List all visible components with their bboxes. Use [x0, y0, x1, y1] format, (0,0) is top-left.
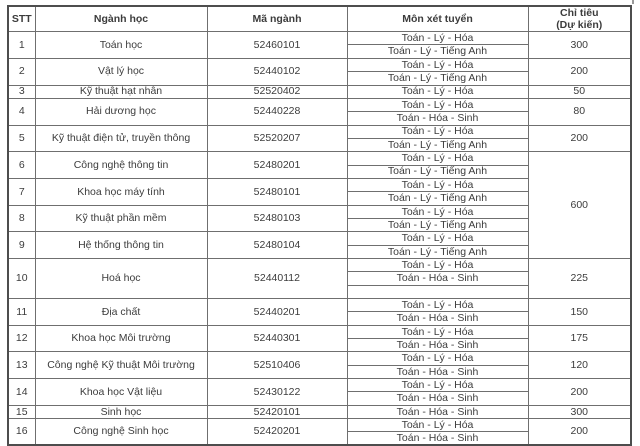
table-row	[8, 32, 631, 45]
table-row	[8, 352, 631, 365]
subjects-cell: Toán - Lý - Tiếng Anh	[347, 138, 528, 151]
code-cell: 52440301	[207, 325, 347, 352]
subjects-cell: Toán - Hóa - Sinh	[347, 405, 528, 418]
stt-cell: 2	[8, 58, 35, 85]
major-cell: Kỹ thuật điện tử, truyền thông	[35, 125, 207, 152]
major-cell: Khoa học Môi trường	[35, 325, 207, 352]
col-header-code: Mã ngành	[207, 6, 347, 32]
subjects-cell: Toán - Lý - Tiếng Anh	[347, 45, 528, 58]
subjects-cell: Toán - Lý - Tiếng Anh	[347, 72, 528, 85]
subjects-cell: Toán - Lý - Tiếng Anh	[347, 192, 528, 205]
stt-cell: 15	[8, 405, 35, 418]
code-cell: 52520207	[207, 125, 347, 152]
subjects-cell: Toán - Hóa - Sinh	[347, 112, 528, 125]
stt-cell: 11	[8, 299, 35, 326]
subjects-cell: Toán - Lý - Tiếng Anh	[347, 245, 528, 258]
stt-cell: 5	[8, 125, 35, 152]
code-cell: 52440112	[207, 258, 347, 298]
code-cell: 52480103	[207, 205, 347, 232]
subjects-cell: Toán - Lý - Hóa	[347, 125, 528, 138]
subjects-cell: Toán - Hóa - Sinh	[347, 432, 528, 445]
subjects-cell: Toán - Lý - Hóa	[347, 419, 528, 432]
table-row	[8, 98, 631, 111]
quota-cell: 175	[528, 325, 631, 352]
major-cell: Công nghệ thông tin	[35, 152, 207, 179]
subjects-cell: Toán - Lý - Hóa	[347, 58, 528, 71]
quota-cell: 80	[528, 98, 631, 125]
col-header-major: Ngành học	[35, 6, 207, 32]
quota-cell: 300	[528, 405, 631, 418]
table-row	[8, 419, 631, 432]
subjects-cell: Toán - Lý - Hóa	[347, 352, 528, 365]
admissions-table	[7, 5, 632, 446]
major-cell: Khoa học Vật liệu	[35, 379, 207, 406]
page-edge-artifact	[632, 0, 634, 4]
subjects-cell	[347, 285, 528, 298]
major-cell: Hoá học	[35, 258, 207, 298]
subjects-cell: Toán - Lý - Hóa	[347, 258, 528, 271]
subjects-cell: Toán - Hóa - Sinh	[347, 312, 528, 325]
code-cell: 52440228	[207, 98, 347, 125]
stt-cell: 13	[8, 352, 35, 379]
major-cell: Khoa học máy tính	[35, 178, 207, 205]
code-cell: 52440102	[207, 58, 347, 85]
quota-cell: 200	[528, 58, 631, 85]
stt-cell: 1	[8, 32, 35, 59]
stt-cell: 9	[8, 232, 35, 259]
stt-cell: 10	[8, 258, 35, 298]
stt-cell: 12	[8, 325, 35, 352]
code-cell: 52420201	[207, 419, 347, 446]
major-cell: Công nghệ Sinh học	[35, 419, 207, 446]
subjects-cell: Toán - Lý - Tiếng Anh	[347, 165, 528, 178]
major-cell: Hệ thống thông tin	[35, 232, 207, 259]
subjects-cell: Toán - Lý - Hóa	[347, 98, 528, 111]
table-row	[8, 85, 631, 98]
stt-cell: 14	[8, 379, 35, 406]
code-cell: 52520402	[207, 85, 347, 98]
col-header-quota-line2: (Dự kiến)	[556, 19, 603, 32]
table-row	[8, 152, 631, 165]
major-cell: Địa chất	[35, 299, 207, 326]
major-cell: Kỹ thuật hạt nhân	[35, 85, 207, 98]
major-cell: Hải dương học	[35, 98, 207, 125]
table-row	[8, 405, 631, 418]
subjects-cell: Toán - Hóa - Sinh	[347, 365, 528, 378]
major-cell: Kỹ thuật phần mềm	[35, 205, 207, 232]
subjects-cell: Toán - Lý - Hóa	[347, 205, 528, 218]
table-header	[8, 6, 631, 32]
quota-cell: 600	[528, 152, 631, 259]
table-row	[8, 258, 631, 271]
subjects-cell: Toán - Hóa - Sinh	[347, 272, 528, 285]
table-row	[8, 58, 631, 71]
subjects-cell: Toán - Lý - Hóa	[347, 85, 528, 98]
subjects-cell: Toán - Hóa - Sinh	[347, 339, 528, 352]
major-cell: Sinh học	[35, 405, 207, 418]
code-cell: 52510406	[207, 352, 347, 379]
stt-cell: 7	[8, 178, 35, 205]
col-header-stt: STT	[8, 6, 35, 32]
quota-cell: 200	[528, 125, 631, 152]
stt-cell: 6	[8, 152, 35, 179]
quota-cell: 50	[528, 85, 631, 98]
major-cell: Công nghệ Kỹ thuật Môi trường	[35, 352, 207, 379]
quota-cell: 200	[528, 379, 631, 406]
code-cell: 52480201	[207, 152, 347, 179]
col-header-quota-line1: Chỉ tiêu	[560, 7, 599, 19]
stt-cell: 16	[8, 419, 35, 446]
code-cell: 52480104	[207, 232, 347, 259]
quota-cell: 150	[528, 299, 631, 326]
code-cell: 52460101	[207, 32, 347, 59]
subjects-cell: Toán - Hóa - Sinh	[347, 392, 528, 405]
quota-cell: 300	[528, 32, 631, 59]
quota-cell: 120	[528, 352, 631, 379]
code-cell: 52440201	[207, 299, 347, 326]
table-row	[8, 299, 631, 312]
col-header-quota	[528, 6, 631, 32]
subjects-cell: Toán - Lý - Hóa	[347, 232, 528, 245]
table-row	[8, 125, 631, 138]
stt-cell: 3	[8, 85, 35, 98]
subjects-cell: Toán - Lý - Tiếng Anh	[347, 218, 528, 231]
stt-cell: 8	[8, 205, 35, 232]
table-row	[8, 325, 631, 338]
stt-cell: 4	[8, 98, 35, 125]
col-header-subjects: Môn xét tuyển	[347, 6, 528, 32]
table-body	[8, 32, 631, 446]
quota-cell: 225	[528, 258, 631, 298]
header-row	[8, 6, 631, 32]
subjects-cell: Toán - Lý - Hóa	[347, 325, 528, 338]
subjects-cell: Toán - Lý - Hóa	[347, 178, 528, 191]
subjects-cell: Toán - Lý - Hóa	[347, 152, 528, 165]
quota-cell: 200	[528, 419, 631, 446]
major-cell: Toán học	[35, 32, 207, 59]
subjects-cell: Toán - Lý - Hóa	[347, 299, 528, 312]
code-cell: 52480101	[207, 178, 347, 205]
subjects-cell: Toán - Lý - Hóa	[347, 379, 528, 392]
code-cell: 52420101	[207, 405, 347, 418]
subjects-cell: Toán - Lý - Hóa	[347, 32, 528, 45]
major-cell: Vật lý học	[35, 58, 207, 85]
table-row	[8, 379, 631, 392]
code-cell: 52430122	[207, 379, 347, 406]
